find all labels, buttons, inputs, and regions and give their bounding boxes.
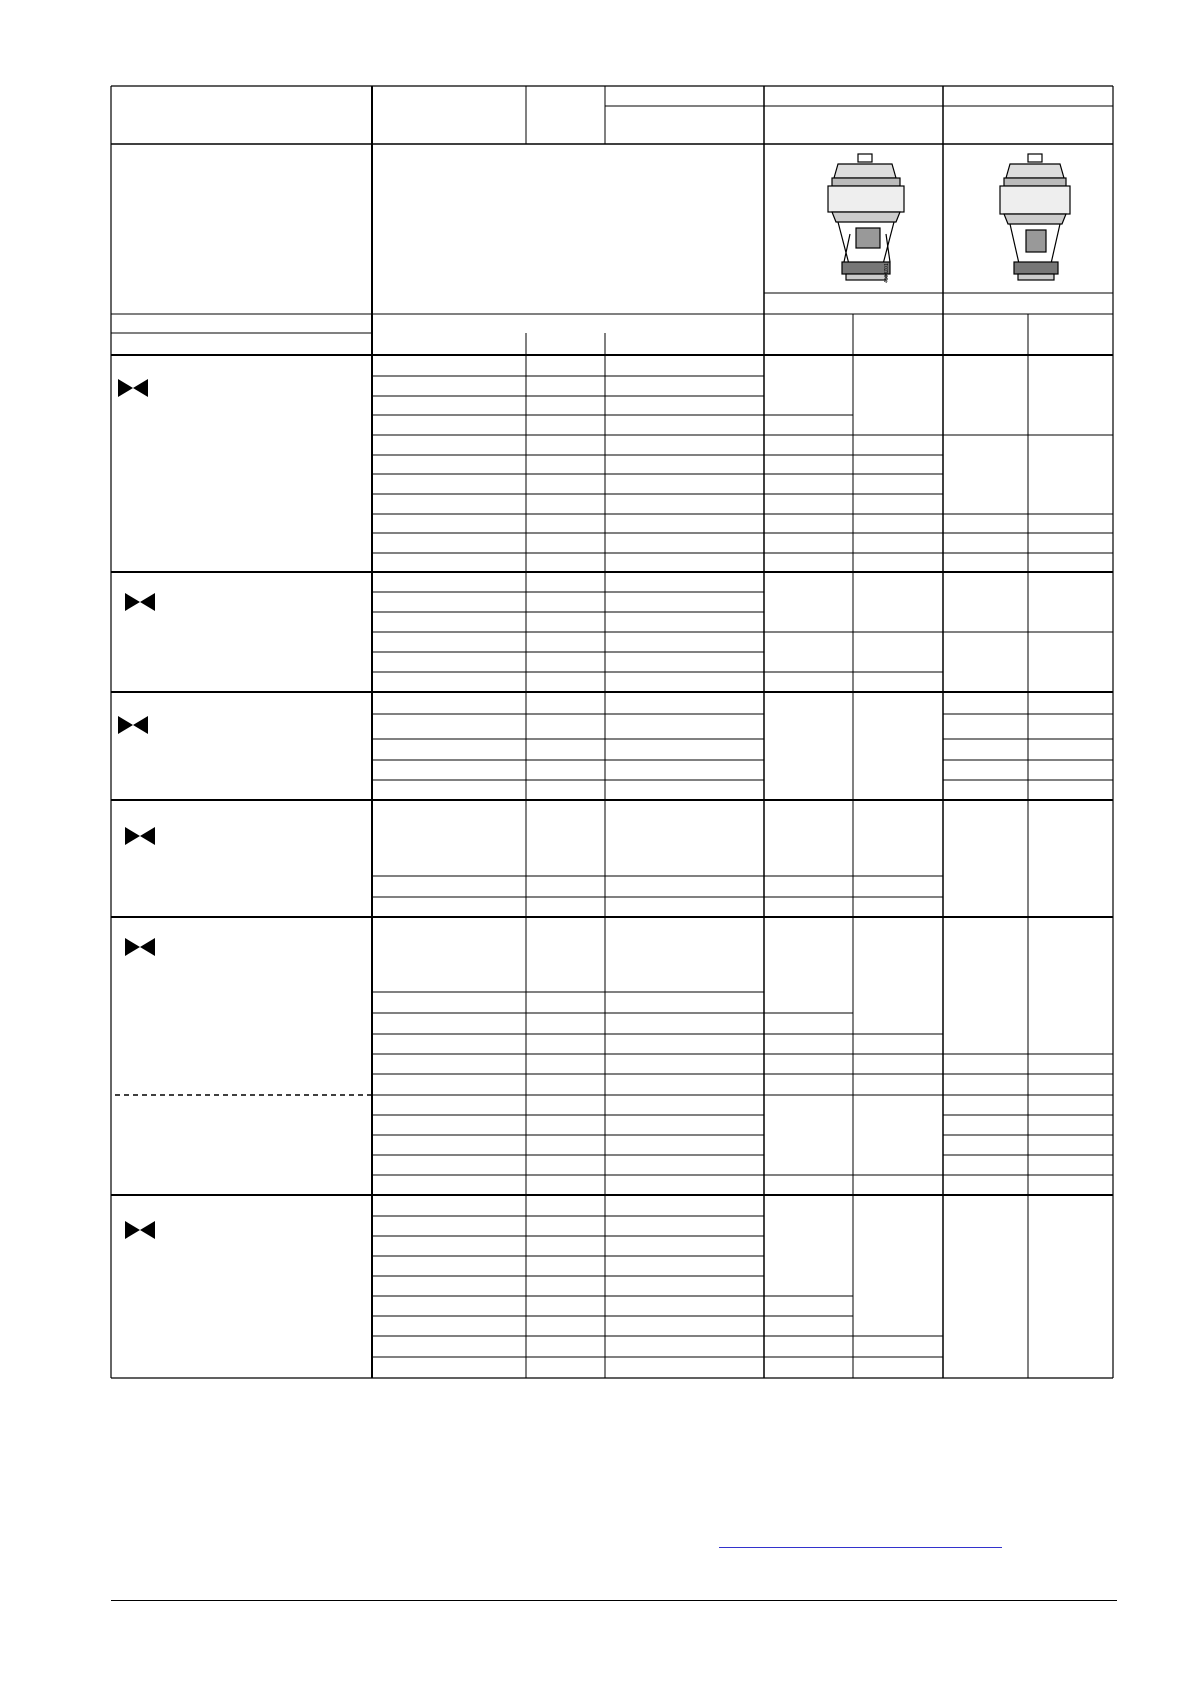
actuator-image-1	[828, 154, 904, 280]
valve-icon	[125, 827, 155, 845]
valve-icons	[118, 379, 155, 1239]
valve-icon	[125, 938, 155, 956]
footer-rule	[111, 1600, 1117, 1601]
drawing-code: 4508Z01	[884, 263, 890, 283]
valve-icon	[125, 1221, 155, 1239]
valve-icon	[118, 716, 148, 734]
valve-icon	[118, 379, 148, 397]
hyperlink-underline[interactable]	[719, 1547, 1002, 1548]
actuator-image-2	[1000, 154, 1070, 280]
specification-table-grid	[111, 86, 1113, 1378]
valve-icon	[125, 593, 155, 611]
